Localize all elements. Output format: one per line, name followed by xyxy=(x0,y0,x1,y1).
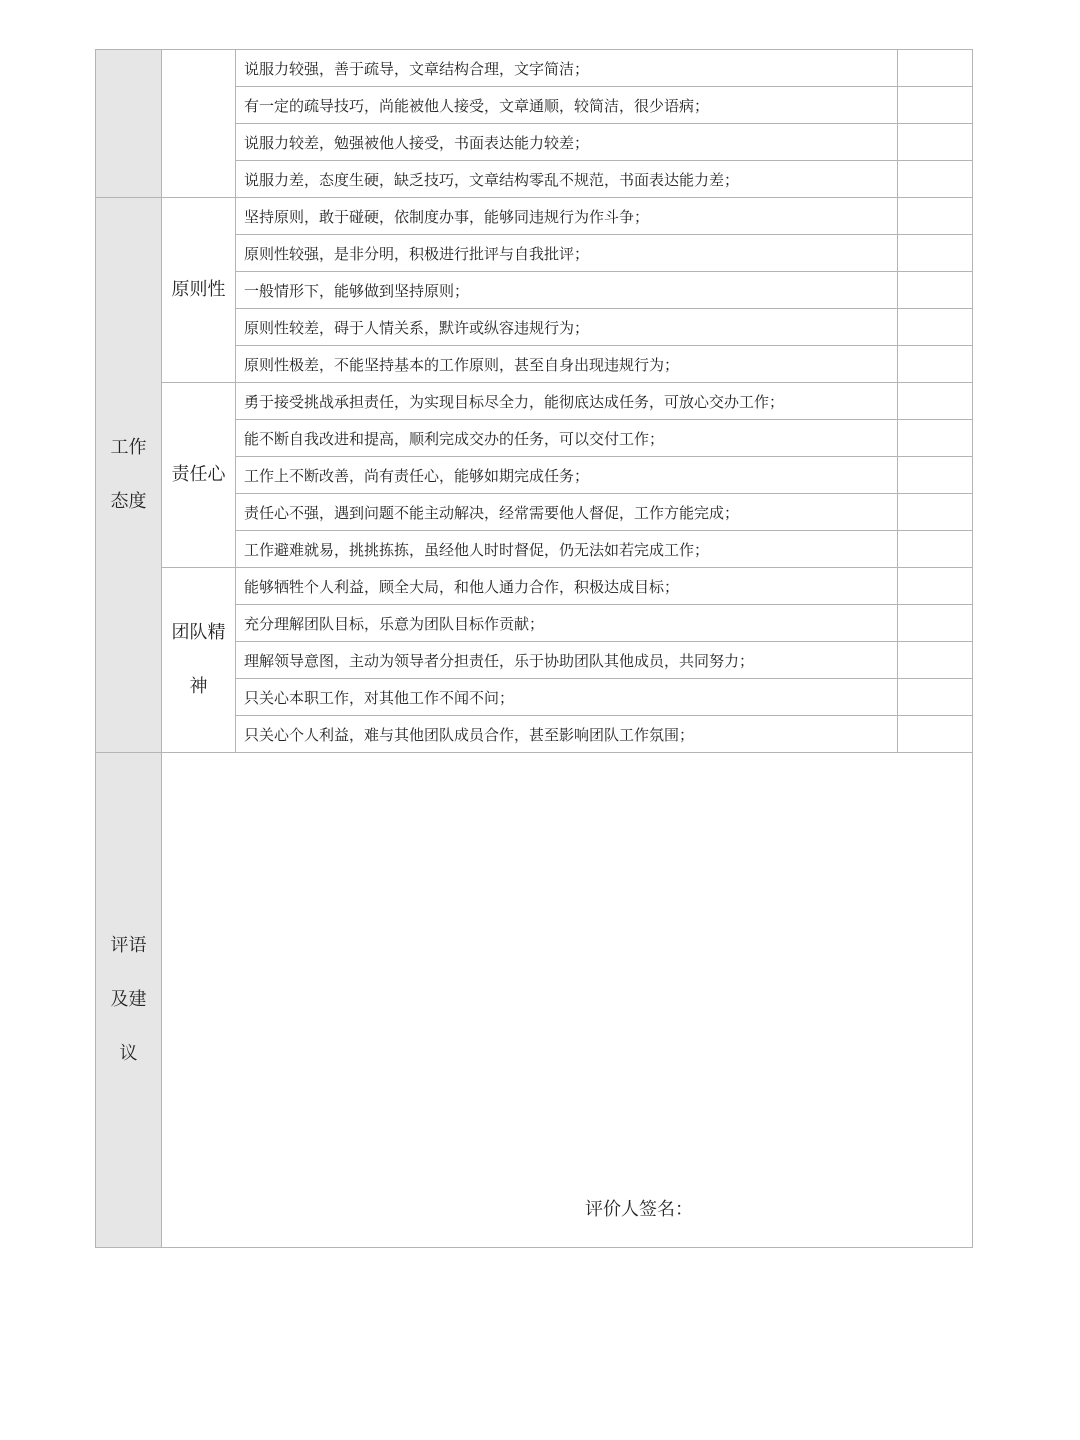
criterion-cell: 充分理解团队目标，乐意为团队目标作贡献； xyxy=(236,605,898,642)
category-label-line: 评语 xyxy=(110,935,147,956)
category-cell-continued xyxy=(96,50,162,198)
score-cell[interactable] xyxy=(898,87,973,124)
criterion-cell: 有一定的疏导技巧，尚能被他人接受，文章通顺，较简洁，很少语病； xyxy=(236,87,898,124)
score-cell[interactable] xyxy=(898,235,973,272)
score-cell[interactable] xyxy=(898,198,973,235)
subcategory-label-line: 团队精 xyxy=(171,622,226,643)
criterion-cell: 坚持原则，敢于碰硬，依制度办事，能够同违规行为作斗争； xyxy=(236,198,898,235)
criterion-cell: 只关心个人利益，难与其他团队成员合作，甚至影响团队工作氛围； xyxy=(236,716,898,753)
subcategory-label-line: 神 xyxy=(189,676,208,697)
criterion-cell: 工作避难就易，挑挑拣拣，虽经他人时时督促，仍无法如若完成工作； xyxy=(236,531,898,568)
table-row xyxy=(96,50,973,87)
subcategory-cell-continued xyxy=(162,50,236,198)
criterion-cell: 原则性极差，不能坚持基本的工作原则，甚至自身出现违规行为； xyxy=(236,346,898,383)
comments-area[interactable] xyxy=(162,753,973,1248)
score-cell[interactable] xyxy=(898,716,973,753)
criterion-cell: 能够牺牲个人利益，顾全大局，和他人通力合作，积极达成目标； xyxy=(236,568,898,605)
score-cell[interactable] xyxy=(898,346,973,383)
score-cell[interactable] xyxy=(898,420,973,457)
criterion-cell: 说服力差，态度生硬，缺乏技巧，文章结构零乱不规范，书面表达能力差； xyxy=(236,161,898,198)
score-cell[interactable] xyxy=(898,383,973,420)
score-cell[interactable] xyxy=(898,679,973,716)
score-cell[interactable] xyxy=(898,605,973,642)
score-cell[interactable] xyxy=(898,50,973,87)
score-cell[interactable] xyxy=(898,642,973,679)
subcategory-teamwork xyxy=(162,568,236,753)
table-row xyxy=(96,568,973,605)
category-label-line: 工作 xyxy=(110,437,147,458)
table-row xyxy=(96,383,973,420)
category-label-line: 态度 xyxy=(110,491,147,512)
score-cell[interactable] xyxy=(898,272,973,309)
criterion-cell: 勇于接受挑战承担责任，为实现目标尽全力，能彻底达成任务，可放心交办工作； xyxy=(236,383,898,420)
criterion-cell: 只关心本职工作，对其他工作不闻不问； xyxy=(236,679,898,716)
category-label-line: 议 xyxy=(119,1043,138,1064)
criterion-cell: 一般情形下，能够做到坚持原则； xyxy=(236,272,898,309)
subcategory-responsibility: 责任心 xyxy=(162,383,236,568)
criterion-cell: 能不断自我改进和提高，顺利完成交办的任务，可以交付工作； xyxy=(236,420,898,457)
criterion-cell: 说服力较强，善于疏导，文章结构合理，文字简洁； xyxy=(236,50,898,87)
criterion-cell: 责任心不强，遇到问题不能主动解决，经常需要他人督促，工作方能完成； xyxy=(236,494,898,531)
score-cell[interactable] xyxy=(898,531,973,568)
criterion-cell: 理解领导意图，主动为领导者分担责任，乐于协助团队其他成员，共同努力； xyxy=(236,642,898,679)
score-cell[interactable] xyxy=(898,457,973,494)
criterion-cell: 工作上不断改善，尚有责任心，能够如期完成任务； xyxy=(236,457,898,494)
score-cell[interactable] xyxy=(898,309,973,346)
score-cell[interactable] xyxy=(898,124,973,161)
table-row xyxy=(96,198,973,235)
score-cell[interactable] xyxy=(898,161,973,198)
score-cell[interactable] xyxy=(898,568,973,605)
criterion-cell: 原则性较强，是非分明，积极进行批评与自我批评； xyxy=(236,235,898,272)
signature-label: 评价人签名： xyxy=(585,1199,693,1220)
subcategory-principle: 原则性 xyxy=(162,198,236,383)
category-label-line: 及建 xyxy=(110,989,147,1010)
category-comments xyxy=(96,753,162,1248)
criterion-cell: 原则性较差，碍于人情关系，默许或纵容违规行为； xyxy=(236,309,898,346)
table-row xyxy=(96,753,973,1248)
evaluation-table xyxy=(95,49,973,1248)
criterion-cell: 说服力较差，勉强被他人接受，书面表达能力较差； xyxy=(236,124,898,161)
category-work-attitude xyxy=(96,198,162,753)
score-cell[interactable] xyxy=(898,494,973,531)
